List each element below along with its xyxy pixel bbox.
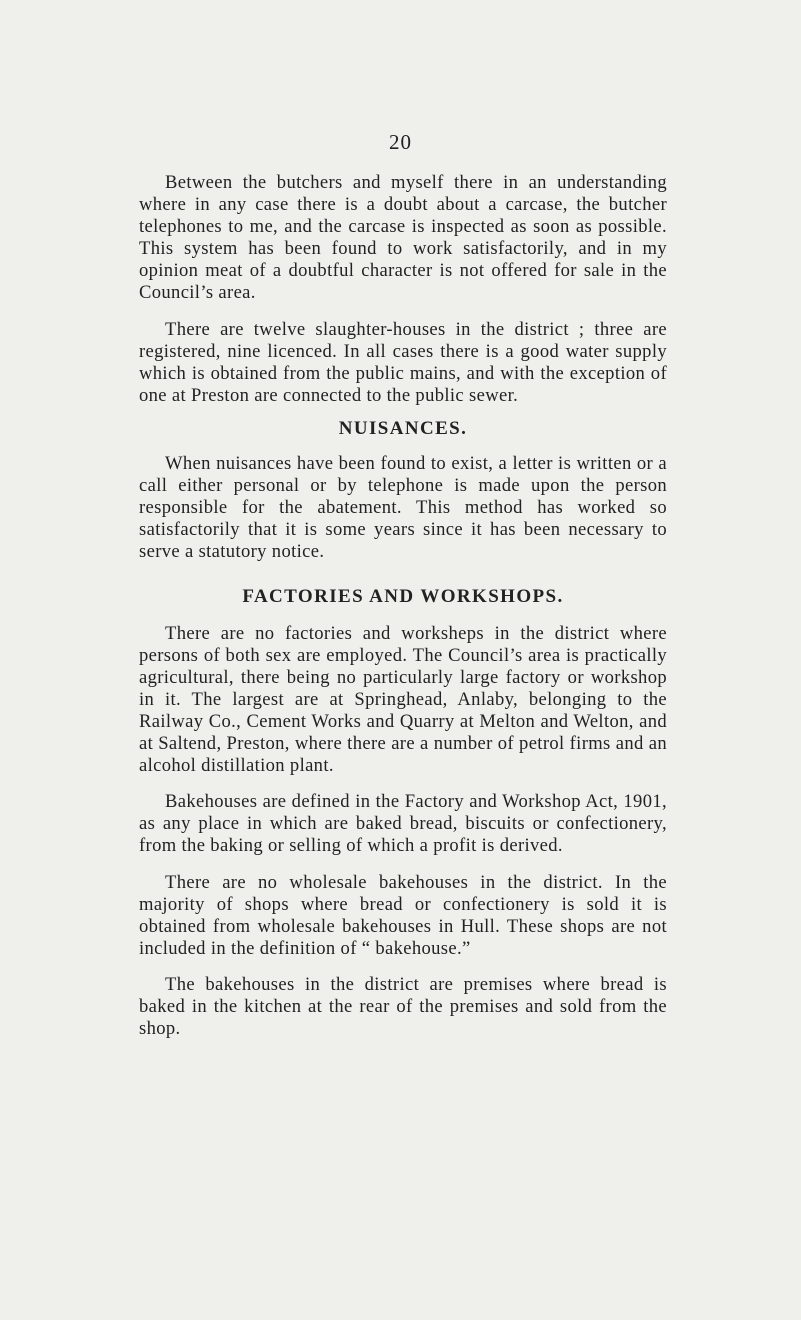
paragraph-nuisances: When nuisances have been found to exist, a letter is written or a call either personal or by telephone is made upon the person responsible for the abatement. This method has worked so satisfactorily that it is some years since it has been necessary to serve a statutory notice. [139, 453, 667, 563]
paragraph-bakehouses-definition: Bakehouses are defined in the Factory and Workshop Act, 1901, as any place in which are baked bread, biscuits or confectionery, from the baking or selling of which a profit is derived. [139, 791, 667, 857]
paragraph-factories: There are no factories and worksheps in the district where persons of both sex are employed. The Council’s area is practically agricultural, there being no particularly large factory or workshop in it. The largest are at Springhead, Anlaby, belonging to the Railway Co., Cement Works and Quarry at Melton and Welton, and at Saltend, Preston, where there are a number of petrol firms and an alcohol distillation plant. [139, 622, 667, 777]
paragraph-slaughter-houses: There are twelve slaughter-houses in the district ; three are registered, nine licenced. In all cases there is a good water supply which is obtained from the public mains, and with the exception of one at Preston are connected to the public sewer. [139, 318, 667, 406]
paragraph-butchers: Between the butchers and myself there in an understanding where in any case there is a doubt about a carcase, the butcher telephones to me, and the carcase is inspected as soon as possible. This system has been found to work satisfactorily, and in my opinion meat of a doubtful character is not offered for sale in the Council’s area. [139, 172, 667, 304]
paragraph-wholesale-bakehouses: There are no wholesale bakehouses in the district. In the majority of shops where bread or confectionery is sold it is obtained from wholesale bakehouses in Hull. These shops are not included in the definition of “ bakehouse.” [139, 871, 667, 959]
paragraph-district-bakehouses: The bakehouses in the district are premises where bread is baked in the kitchen at the rear of the premises and sold from the shop. [139, 973, 667, 1040]
heading-factories-and-workshops: FACTORIES AND WORKSHOPS. [242, 585, 564, 607]
page-body [139, 172, 667, 1040]
page-number: 20 [389, 130, 412, 154]
heading-nuisances: NUISANCES. [338, 417, 468, 439]
